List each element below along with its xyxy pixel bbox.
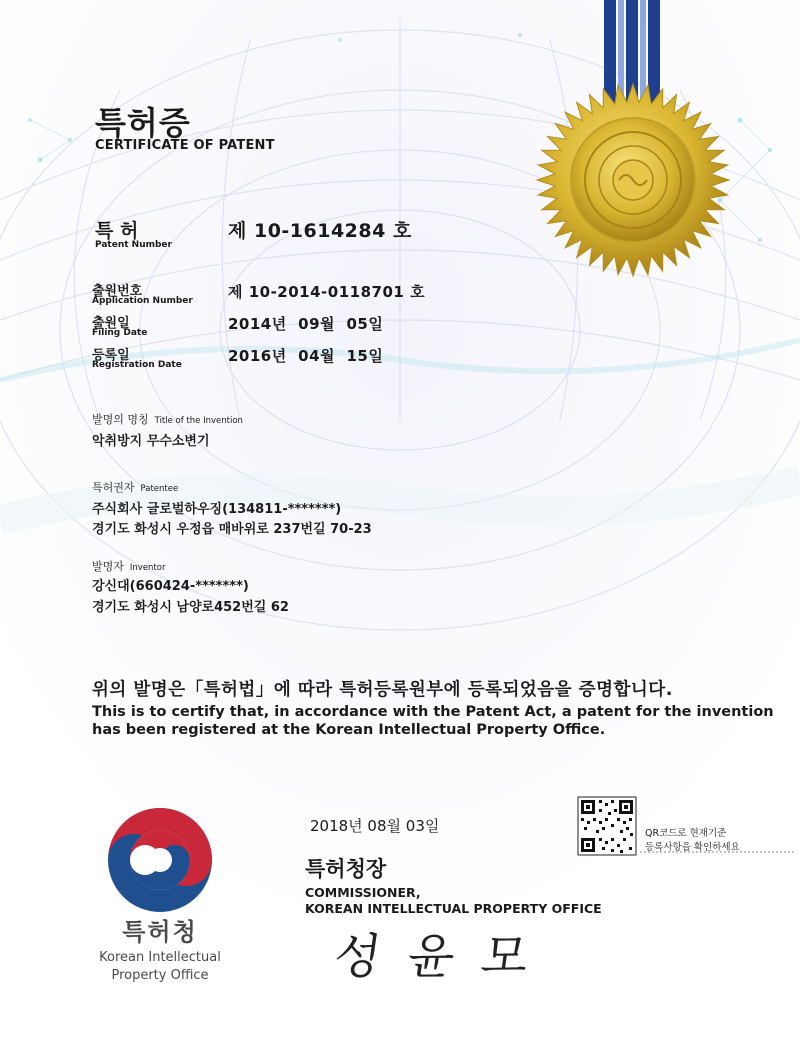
invention-title-value: 악취방지 무수소변기 xyxy=(92,434,210,449)
patentee-label-ko: 특허권자 xyxy=(92,481,135,494)
commissioner-title-ko: 특허청장 xyxy=(305,857,387,881)
filing-date-label-ko: 출원일 xyxy=(92,316,130,331)
commissioner-signature: 성 윤 모 xyxy=(330,929,538,985)
patent-number-value: 제 10-1614284 호 xyxy=(228,220,412,242)
office-logo-name-en-line1: Korean Intellectual xyxy=(99,950,221,965)
office-logo-name-en-line2: Property Office xyxy=(111,968,209,983)
patentee-label xyxy=(92,479,178,495)
filing-date-label-en: Filing Date xyxy=(92,328,148,338)
gold-seal xyxy=(537,84,729,276)
declaration-en-line2: has been registered at the Korean Intellectual Property Office. xyxy=(92,722,606,738)
declaration-en-line1: This is to certify that, in accordance with the Patent Act, a patent for the invention xyxy=(92,704,774,720)
qr-code xyxy=(578,797,636,855)
patent-number-label-ko: 특 허 xyxy=(95,220,139,242)
patentee-name: 주식회사 글로벌하우징(134811-*******) xyxy=(92,502,342,517)
commissioner-title-en-line1: COMMISSIONER, xyxy=(305,885,421,900)
inventor-label xyxy=(92,558,165,574)
commissioner-title-en-line2: KOREAN INTELLECTUAL PROPERTY OFFICE xyxy=(305,901,602,916)
inventor-name: 강신대(660424-*******) xyxy=(92,579,249,594)
application-number-label-ko: 출원번호 xyxy=(92,284,143,299)
inventor-label-en: Inventor xyxy=(129,563,166,573)
registration-date-label-en: Registration Date xyxy=(92,360,182,370)
application-number-value: 제 10-2014-0118701 호 xyxy=(228,283,426,301)
inventor-label-ko: 발명자 xyxy=(92,560,124,573)
filing-date-value: 2014년 09월 05일 xyxy=(228,315,384,333)
certificate-title-ko: 특허증 xyxy=(95,104,191,142)
registration-date-value: 2016년 04월 15일 xyxy=(228,347,384,365)
patentee-label-en: Patentee xyxy=(140,484,179,494)
certificate-title-en: CERTIFICATE OF PATENT xyxy=(95,138,275,153)
application-number-label-en: Application Number xyxy=(92,296,193,306)
issue-date: 2018년 08월 03일 xyxy=(310,817,440,835)
inventor-address: 경기도 화성시 남양로452번길 62 xyxy=(92,600,289,615)
invention-label xyxy=(92,411,243,427)
qr-note-line1: QR코드로 현재기준 xyxy=(645,828,727,839)
qr-note-line2: 등록사항을 확인하세요 xyxy=(645,842,740,853)
registration-date-label-ko: 등록일 xyxy=(92,348,130,363)
kipo-logo xyxy=(108,808,212,912)
patent-number-label-en: Patent Number xyxy=(95,240,172,250)
invention-label-ko: 발명의 명칭 xyxy=(92,413,149,426)
invention-label-en: Title of the Invention xyxy=(154,416,243,426)
office-logo-name-ko: 특허청 xyxy=(122,918,198,946)
declaration-ko: 위의 발명은「특허법」에 따라 특허등록원부에 등록되었음을 증명합니다. xyxy=(92,680,673,700)
patentee-address: 경기도 화성시 우정읍 매바위로 237번길 70-23 xyxy=(92,522,372,537)
